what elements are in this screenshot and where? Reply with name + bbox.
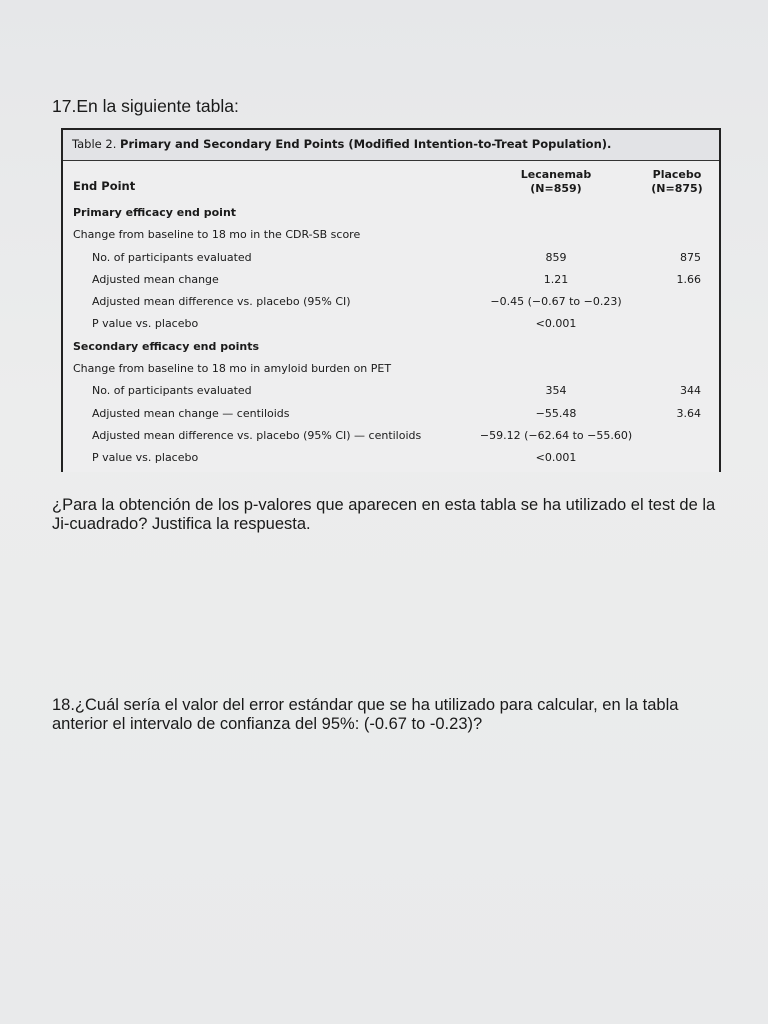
header-lecanemab-n: (N=859) (530, 182, 582, 195)
row-label: No. of participants evaluated (92, 250, 252, 264)
row-label: Adjusted mean difference vs. placebo (95% CI) — centiloids (92, 428, 422, 442)
table-row (63, 381, 719, 403)
lecanemab-value: <0.001 (535, 317, 577, 331)
table-row (63, 448, 719, 470)
header-lecanemab (501, 168, 611, 196)
table-caption-prefix: Table 2. (72, 137, 117, 151)
row-label: P value vs. placebo (92, 317, 199, 331)
placebo-value: 344 (680, 384, 701, 398)
table-row (63, 426, 719, 448)
placebo-value: 1.66 (676, 272, 701, 286)
lecanemab-value: 859 (545, 250, 567, 264)
results-table (61, 128, 721, 472)
row-label: Change from baseline to 18 mo in the CDR-SB score (73, 228, 361, 242)
table-row (63, 314, 719, 336)
table-row (63, 404, 719, 426)
row-label: Adjusted mean change — centiloids (92, 406, 290, 420)
row-label: No. of participants evaluated (92, 384, 252, 398)
row-label: Adjusted mean change (92, 272, 219, 286)
question-17-text: ¿Para la obtención de los p-valores que aparecen en esta tabla se ha utilizado el test de la Ji-cuadrado? Justifica la respuesta. (52, 496, 716, 533)
placebo-value: 3.64 (676, 406, 701, 420)
table-row (63, 337, 719, 359)
lecanemab-value: −55.48 (535, 406, 577, 420)
lecanemab-value: <0.001 (535, 451, 577, 465)
header-placebo (639, 168, 715, 196)
table-row (63, 270, 719, 292)
lecanemab-value: 1.21 (543, 272, 569, 286)
row-label: Adjusted mean difference vs. placebo (95% CI) (92, 295, 351, 309)
table-row (63, 292, 719, 314)
header-placebo-name: Placebo (652, 168, 702, 181)
question-17-heading: 17.En la siguiente tabla: (52, 96, 239, 116)
header-lecanemab-name: Lecanemab (520, 168, 592, 181)
header-placebo-n: (N=875) (651, 182, 703, 195)
lecanemab-value: −0.45 (−0.67 to −0.23) (490, 295, 622, 309)
header-endpoint: End Point (73, 179, 136, 193)
table-caption-title: Primary and Secondary End Points (Modified Intention-to-Treat Population). (120, 137, 612, 151)
lecanemab-value: 354 (545, 384, 567, 398)
table-row (63, 225, 719, 247)
table-row (63, 359, 719, 381)
row-label: Secondary efficacy end points (73, 339, 260, 353)
row-label: Change from baseline to 18 mo in amyloid burden on PET (73, 362, 392, 376)
lecanemab-value: −59.12 (−62.64 to −55.60) (479, 428, 633, 442)
placebo-value: 875 (680, 250, 701, 264)
table-caption (63, 130, 719, 161)
table-row (63, 203, 719, 225)
row-label: P value vs. placebo (92, 451, 199, 465)
question-18-text: 18.¿Cuál sería el valor del error estándar que se ha utilizado para calcular, en la tabla anterior el intervalo de confianza del 95%: (-0.67 to -0.23)? (52, 696, 679, 733)
row-label: Primary efficacy end point (73, 206, 237, 219)
table-row (63, 248, 719, 270)
table-header (63, 161, 719, 203)
